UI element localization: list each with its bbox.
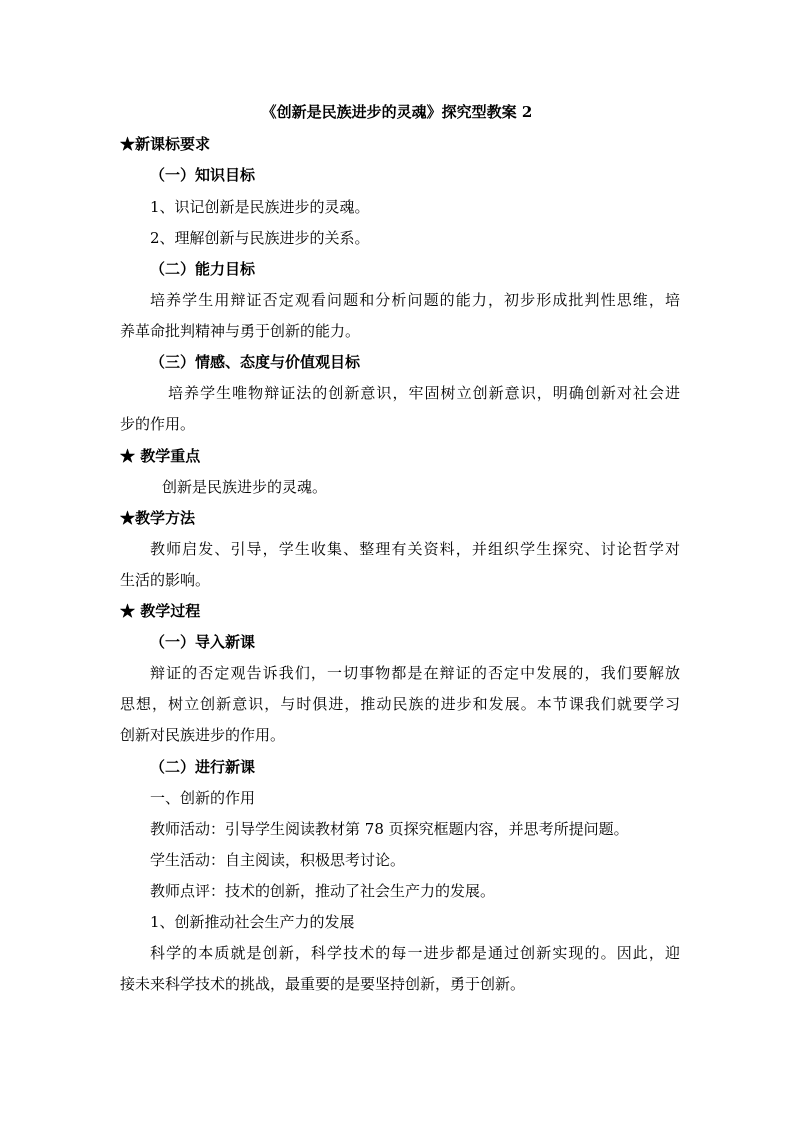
section-heading-method: ★教学方法 (120, 509, 196, 527)
point-1-heading: 1、创新推动社会生产力的发展 (150, 913, 355, 931)
subheading-intro: （一）导入新课 (150, 633, 256, 651)
section-heading-requirements: ★新课标要求 (120, 135, 211, 153)
subheading-new-lesson: （二）进行新课 (150, 758, 256, 776)
knowledge-item-2: 2、理解创新与民族进步的关系。 (150, 229, 370, 247)
teacher-activity: 教师活动：引导学生阅读教材第 78 页探究框题内容，并思考所提问题。 (150, 820, 629, 838)
document-title: 《创新是民族进步的灵魂》探究型教案 2 (261, 103, 533, 121)
subheading-values-goals: （三）情感、态度与价值观目标 (150, 353, 361, 371)
intro-paragraph-line: 思想，树立创新意识，与时俱进，推动民族的进步和发展。本节课我们就要学习 (120, 695, 680, 713)
intro-paragraph-line: 创新对民族进步的作用。 (120, 726, 286, 744)
knowledge-item-1: 1、识记创新是民族进步的灵魂。 (150, 198, 370, 216)
keypoint-text: 创新是民族进步的灵魂。 (162, 478, 328, 496)
subheading-ability-goals: （二）能力目标 (150, 260, 256, 278)
section-heading-process: ★ 教学过程 (120, 602, 201, 620)
section-heading-keypoint: ★ 教学重点 (120, 447, 201, 465)
values-paragraph-line: 步的作用。 (120, 415, 196, 433)
student-activity: 学生活动：自主阅读，积极思考讨论。 (150, 851, 406, 869)
method-paragraph-line: 教师启发、引导，学生收集、整理有关资料，并组织学生探究、讨论哲学对 (150, 540, 680, 558)
teacher-comment: 教师点评：技术的创新，推动了社会生产力的发展。 (150, 882, 496, 900)
point-1-paragraph-line: 科学的本质就是创新，科学技术的每一进步都是通过创新实现的。因此，迎 (150, 944, 680, 962)
values-paragraph-line: 培养学生唯物辩证法的创新意识，牢固树立创新意识，明确创新对社会进 (168, 384, 680, 402)
method-paragraph-line: 生活的影响。 (120, 571, 211, 589)
subheading-knowledge-goals: （一）知识目标 (150, 166, 256, 184)
ability-paragraph-line: 养革命批判精神与勇于创新的能力。 (120, 322, 361, 340)
intro-paragraph-line: 辩证的否定观告诉我们，一切事物都是在辩证的否定中发展的，我们要解放 (150, 664, 680, 682)
part-1-heading: 一、创新的作用 (150, 789, 256, 807)
point-1-paragraph-line: 接未来科学技术的挑战，最重要的是要坚持创新，勇于创新。 (120, 975, 526, 993)
ability-paragraph-line: 培养学生用辩证否定观看问题和分析问题的能力，初步形成批判性思维，培 (150, 291, 680, 309)
